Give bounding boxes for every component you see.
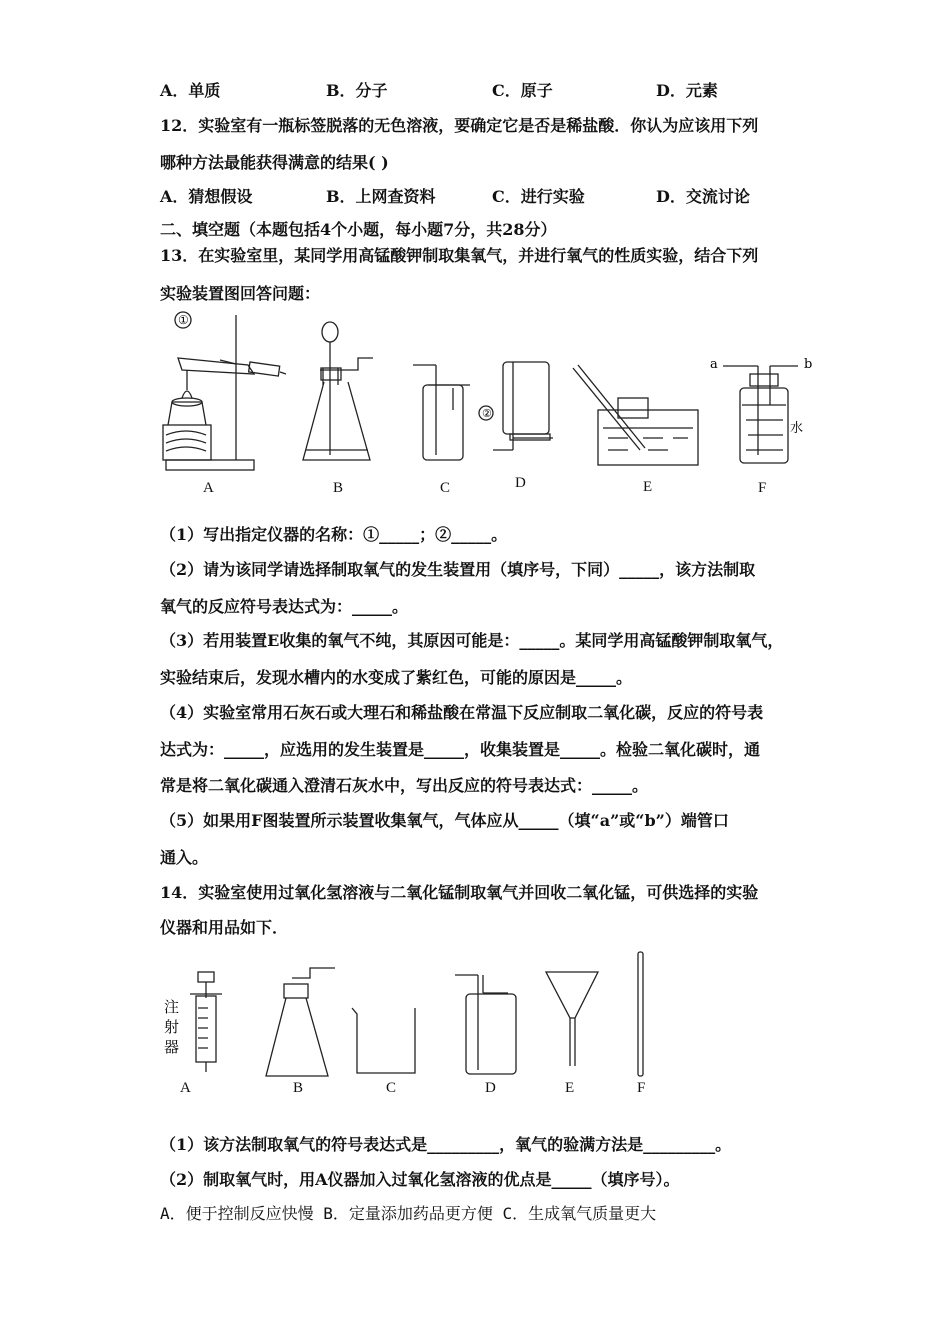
port-a-label: a	[710, 357, 718, 372]
fig13-label-f: F	[758, 480, 767, 496]
apparatus-b	[303, 322, 373, 460]
q14-stem-line2: 仪器和用品如下．	[160, 918, 289, 937]
fig13-label-a: A	[203, 480, 214, 496]
q11-option-b: B．分子	[326, 81, 388, 100]
q12-stem-line2: 哪种方法最能获得满意的结果( )	[160, 153, 389, 172]
conical-flask	[266, 968, 335, 1076]
fig14-label-a: A	[180, 1080, 191, 1096]
q13-part4-line2: 达式为：_____，应选用的发生装置是_____，收集装置是_____。检验二氧化碳时，通	[160, 740, 761, 759]
marker-1: ①	[178, 313, 189, 327]
q14-part1: （1）该方法制取氧气的符号表达式是_________，氧气的验满方法是_________。	[160, 1135, 732, 1154]
fig14-label-d: D	[485, 1080, 496, 1096]
apparatus-c	[413, 365, 493, 460]
fig13-label-d: D	[515, 475, 526, 491]
port-b-label: b	[804, 357, 813, 372]
q13-part3-line1: （3）若用装置E收集的氧气不纯，其原因可能是：_____。某同学用高锰酸钾制取氧气，	[160, 631, 784, 650]
marker-2: ②	[482, 407, 492, 420]
apparatus-d	[493, 362, 553, 450]
q13-part4-line3: 常是将二氧化碳通入澄清石灰水中，写出反应的符号表达式：_____。	[160, 776, 649, 795]
q13-stem-line1: 13．在实验室里，某同学用高锰酸钾制取集氧气，并进行氧气的性质实验，结合下列	[160, 246, 759, 265]
q13-apparatus-figure	[158, 310, 818, 500]
q13-part5-line1: （5）如果用F图装置所示装置收集氧气，气体应从_____（填“a”或“b”）端管口	[160, 811, 729, 830]
fig14-label-e: E	[565, 1080, 575, 1096]
q13-part2-line1: （2）请为该同学请选择制取氧气的发生装置用（填序号，下同）_____，该方法制取	[160, 560, 756, 579]
q11-option-d: D．元素	[656, 81, 718, 100]
q12-stem-line1: 12．实验室有一瓶标签脱落的无色溶液，要确定它是否是稀盐酸．你认为应该用下列	[160, 116, 759, 135]
q13-part5-line2: 通入。	[160, 848, 209, 867]
fig13-label-b: B	[333, 480, 344, 496]
syringe-char-2: 射	[164, 1018, 180, 1036]
q12-option-d: D．交流讨论	[656, 187, 750, 206]
q11-option-a: A．单质	[160, 81, 221, 100]
q14-part2-options: A．便于控制反应快慢 B．定量添加药品更方便 C．生成氧气质量更大	[160, 1204, 657, 1223]
q13-stem-line2: 实验装置图回答问题：	[160, 284, 321, 303]
apparatus-a	[163, 312, 286, 470]
fig14-label-b: B	[293, 1080, 304, 1096]
q13-part4-line1: （4）实验室常用石灰石或大理石和稀盐酸在常温下反应制取二氧化碳，反应的符号表	[160, 703, 764, 722]
section-heading: 二、填空题（本题包括4个小题，每小题7分，共28分）	[160, 220, 557, 239]
q14-part2: （2）制取氧气时，用A仪器加入过氧化氢溶液的优点是_____（填序号）。	[160, 1170, 680, 1189]
q14-apparatus-figure	[160, 948, 680, 1088]
water-label: 水	[790, 421, 804, 436]
q13-part3-line2: 实验结束后，发现水槽内的水变成了紫红色，可能的原因是_____。	[160, 668, 633, 687]
gas-bottle	[455, 975, 516, 1074]
apparatus-e	[573, 365, 698, 465]
fig13-label-c: C	[440, 480, 451, 496]
q14-stem-line1: 14．实验室使用过氧化氢溶液与二氧化锰制取氧气并回收二氧化锰，可供选择的实验	[160, 883, 759, 902]
q13-part1: （1）写出指定仪器的名称：①_____；②_____。	[160, 525, 508, 544]
syringe-char-1: 注	[164, 998, 180, 1016]
glass-rod	[638, 952, 643, 1076]
q11-option-c: C．原子	[492, 81, 553, 100]
fig14-label-c: C	[386, 1080, 397, 1096]
q12-option-a: A．猜想假设	[160, 187, 253, 206]
beaker	[352, 1008, 415, 1073]
fig13-label-e: E	[643, 479, 653, 495]
syringe-char-3: 器	[164, 1038, 180, 1056]
funnel	[546, 972, 598, 1066]
fig14-label-f: F	[637, 1080, 646, 1096]
q12-option-c: C．进行实验	[492, 187, 585, 206]
q12-option-b: B．上网查资料	[326, 187, 436, 206]
syringe	[190, 972, 222, 1072]
apparatus-f	[723, 366, 798, 463]
q13-part2-line2: 氧气的反应符号表达式为：_____。	[160, 597, 409, 616]
